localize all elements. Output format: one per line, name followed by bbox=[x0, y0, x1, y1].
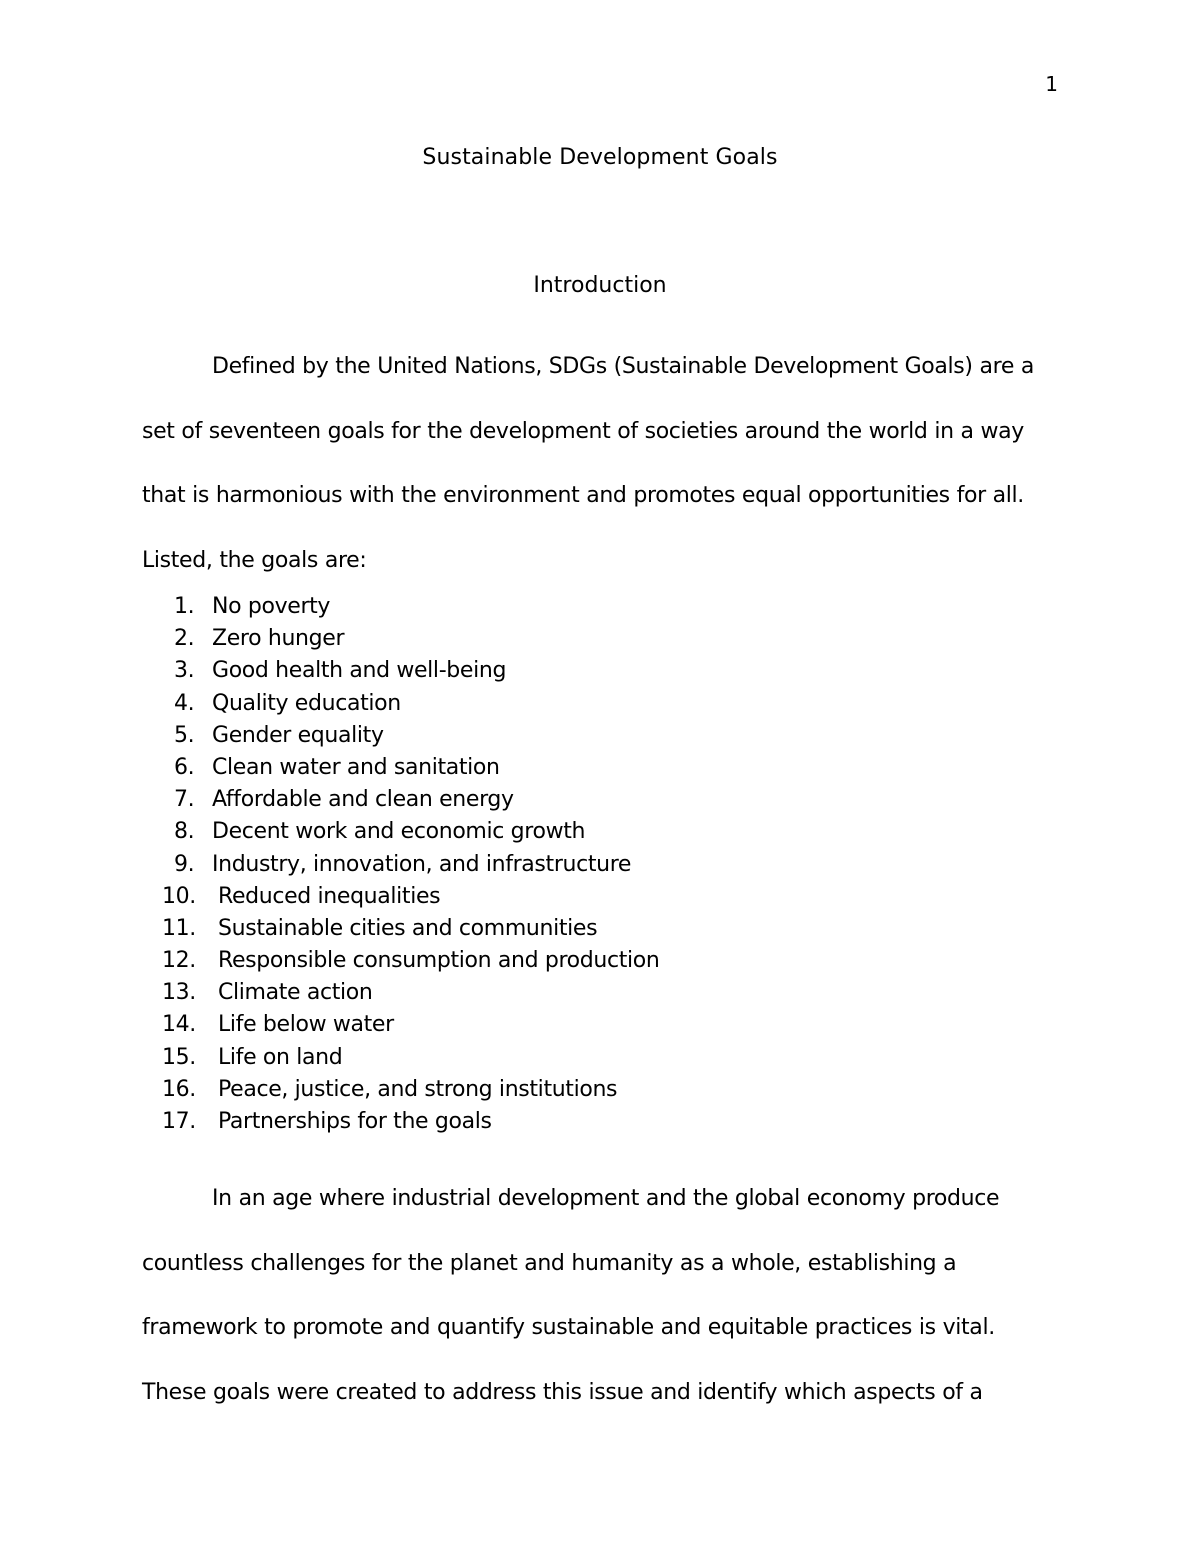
goal-number: 2. bbox=[174, 626, 195, 652]
paragraph-line: These goals were created to address this issue and identify which aspects of a bbox=[142, 1379, 983, 1405]
intro-paragraph bbox=[142, 335, 1072, 593]
goal-label: No poverty bbox=[212, 594, 331, 619]
goal-label: Life below water bbox=[218, 1012, 394, 1038]
goal-label: Partnerships for the goals bbox=[218, 1109, 492, 1134]
goal-number: 13. bbox=[162, 980, 196, 1006]
goal-number: 7. bbox=[174, 787, 195, 813]
paragraph-line: countless challenges for the planet and humanity as a whole, establishing a bbox=[142, 1250, 957, 1276]
goal-number: 1. bbox=[174, 594, 195, 619]
goal-number: 16. bbox=[162, 1076, 196, 1102]
paragraph-line: Defined by the United Nations, SDGs (Sustainable Development Goals) are a bbox=[212, 354, 1035, 379]
goal-label: Decent work and economic growth bbox=[212, 819, 586, 845]
goal-label: Life on land bbox=[218, 1044, 343, 1070]
goal-number: 10. bbox=[162, 883, 196, 909]
goal-number: 5. bbox=[174, 722, 195, 748]
goal-number: 12. bbox=[162, 948, 196, 974]
paragraph-line: framework to promote and quantify sustainable and equitable practices is vital. bbox=[142, 1315, 995, 1340]
goal-label: Quality education bbox=[212, 690, 401, 716]
goal-number: 17. bbox=[162, 1109, 196, 1134]
goal-label: Climate action bbox=[218, 980, 373, 1006]
goal-number: 9. bbox=[174, 851, 195, 877]
goal-number: 15. bbox=[162, 1044, 196, 1070]
goal-number: 8. bbox=[174, 819, 195, 845]
goal-label: Affordable and clean energy bbox=[212, 787, 514, 813]
goal-label: Responsible consumption and production bbox=[218, 948, 660, 974]
body-paragraph bbox=[142, 1167, 1072, 1425]
paragraph-line: Listed, the goals are: bbox=[142, 547, 367, 573]
goal-label: Good health and well-being bbox=[212, 658, 507, 684]
goal-label: Sustainable cities and communities bbox=[218, 915, 598, 941]
paragraph-line: In an age where industrial development and the global economy produce bbox=[212, 1186, 1000, 1211]
paragraph-line: set of seventeen goals for the development of societies around the world in a way bbox=[142, 418, 1024, 444]
page-number: 1 bbox=[1045, 72, 1058, 96]
goal-label: Gender equality bbox=[212, 722, 384, 748]
goal-number: 4. bbox=[174, 690, 195, 716]
goal-label: Clean water and sanitation bbox=[212, 754, 500, 780]
goal-label: Reduced inequalities bbox=[218, 883, 441, 909]
goal-number: 6. bbox=[174, 754, 195, 780]
section-heading: Introduction bbox=[533, 273, 667, 298]
goal-number: 3. bbox=[174, 658, 195, 684]
goal-number: 14. bbox=[162, 1012, 196, 1038]
goal-label: Peace, justice, and strong institutions bbox=[218, 1076, 618, 1102]
document-title: Sustainable Development Goals bbox=[422, 145, 778, 170]
goal-label: Zero hunger bbox=[212, 626, 345, 652]
goal-label: Industry, innovation, and infrastructure bbox=[212, 851, 632, 877]
goal-number: 11. bbox=[162, 915, 196, 941]
paragraph-line: that is harmonious with the environment and promotes equal opportunities for all. bbox=[142, 483, 1024, 508]
